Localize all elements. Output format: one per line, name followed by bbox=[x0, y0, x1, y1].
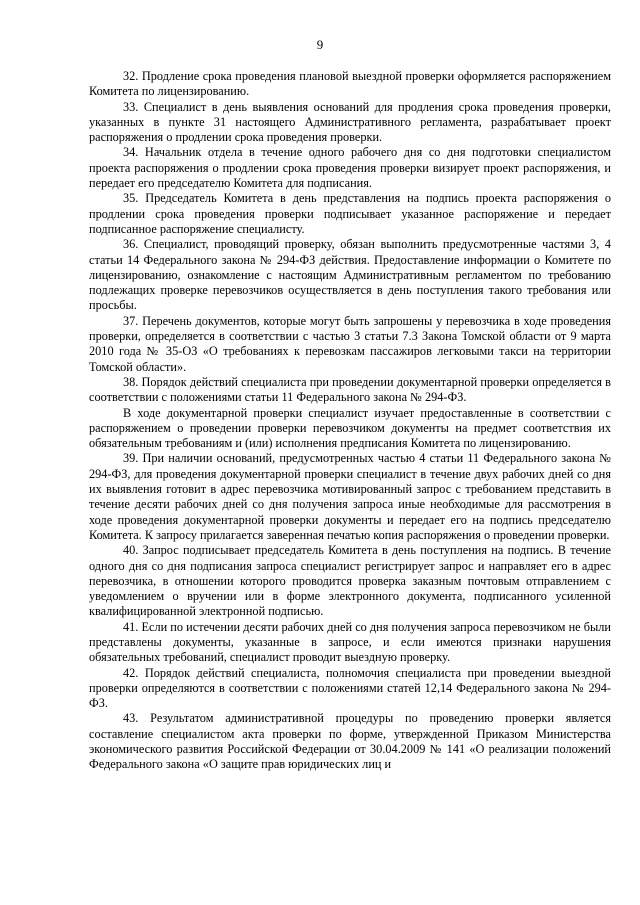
paragraph-39: 39. При наличии оснований, предусмотренных частью 4 статьи 11 Федерального закона № 294-ФЗ, для проведения документарной проверки специалист в течение двух рабочих дней со дня их выявления готовит в адрес перевозчика мотивированный запрос с требованием представить в течение десяти рабочих дней со дня получения запроса иные необходимые для рассмотрения в ходе проведения документарной проверки документы и передает его на подпись председателю Комитета. К запросу прилагается заверенная печатью копия распоряжения о проведении проверки. bbox=[89, 451, 611, 542]
paragraph-34: 34. Начальник отдела в течение одного рабочего дня со дня подготовки специалистом проекта распоряжения о продлении срока проведения проверки визирует проект распоряжения, и передает его председателю Комитета для подписания. bbox=[89, 145, 611, 191]
paragraph-37: 37. Перечень документов, которые могут быть запрошены у перевозчика в ходе проведения проверки, определяется в соответствии с частью 3 статьи 7.3 Закона Томской области от 9 марта 2010 года № 35-ОЗ «О требованиях к перевозкам пассажиров легковыми такси на территории Томской области». bbox=[89, 313, 611, 374]
paragraph-42: 42. Порядок действий специалиста, полномочия специалиста при проведении выездной проверки определяются в соответствии с положениями статей 12,14 Федерального закона № 294-ФЗ. bbox=[89, 665, 611, 711]
paragraph-32: 32. Продление срока проведения плановой выездной проверки оформляется распоряжением Комитета по лицензированию. bbox=[89, 69, 611, 99]
paragraph-41: 41. Если по истечении десяти рабочих дней со дня получения запроса перевозчиком не были представлены документы, указанные в запросе, и если имеются признаки нарушения обязательных требований, специалист проводит выездную проверку. bbox=[89, 619, 611, 665]
paragraph-38-continued: В ходе документарной проверки специалист изучает предоставленные в соответствии с распоряжением о проведении проверки перевозчиком документы на предмет соответствия их обязательным требованиям и (или) исполнения предписания Комитета по лицензированию. bbox=[89, 405, 611, 451]
page-number: 9 bbox=[316, 37, 324, 52]
paragraph-33: 33. Специалист в день выявления оснований для продления срока проведения проверки, указанных в пункте 31 настоящего Административного регламента, разрабатывает проект распоряжения о продлении срока проведения проверки. bbox=[89, 99, 611, 145]
paragraph-35: 35. Председатель Комитета в день представления на подпись проекта распоряжения о продлении срока проведения проверки подписывает указанное распоряжение и передает подписанное распоряжение специалисту. bbox=[89, 191, 611, 236]
paragraph-40: 40. Запрос подписывает председатель Комитета в день поступления на подпись. В течение одного дня со дня подписания запроса специалист регистрирует запрос и направляет его в адрес перевозчика, в отношении которого проводится проверка заказным почтовым отправлением с уведомлением о вручении или в форме электронного документа, подписанного усиленной квалифицированной электронной подписью. bbox=[89, 543, 611, 619]
paragraph-36: 36. Специалист, проводящий проверку, обязан выполнить предусмотренные частями 3, 4 статьи 14 Федерального закона № 294-ФЗ действия. Предоставление информации о Комитете по лицензированию, ознакомление с настоящим Административным регламентом по требованию подлежащих проверке перевозчиков осуществляется в день поступления такого требования или просьбы. bbox=[89, 237, 611, 313]
paragraph-38: 38. Порядок действий специалиста при проведении документарной проверки определяется в соответствии с положениями статьи 11 Федерального закона № 294-ФЗ. bbox=[89, 374, 611, 405]
paragraph-43: 43. Результатом административной процедуры по проведению проверки является составление специалистом акта проверки по форме, утвержденной Приказом Министерства экономического развития Российской Федерации от 30.04.2009 № 141 «О реализации положений Федерального закона «О защите прав юридических лиц и bbox=[89, 711, 611, 772]
document-body bbox=[89, 69, 611, 773]
